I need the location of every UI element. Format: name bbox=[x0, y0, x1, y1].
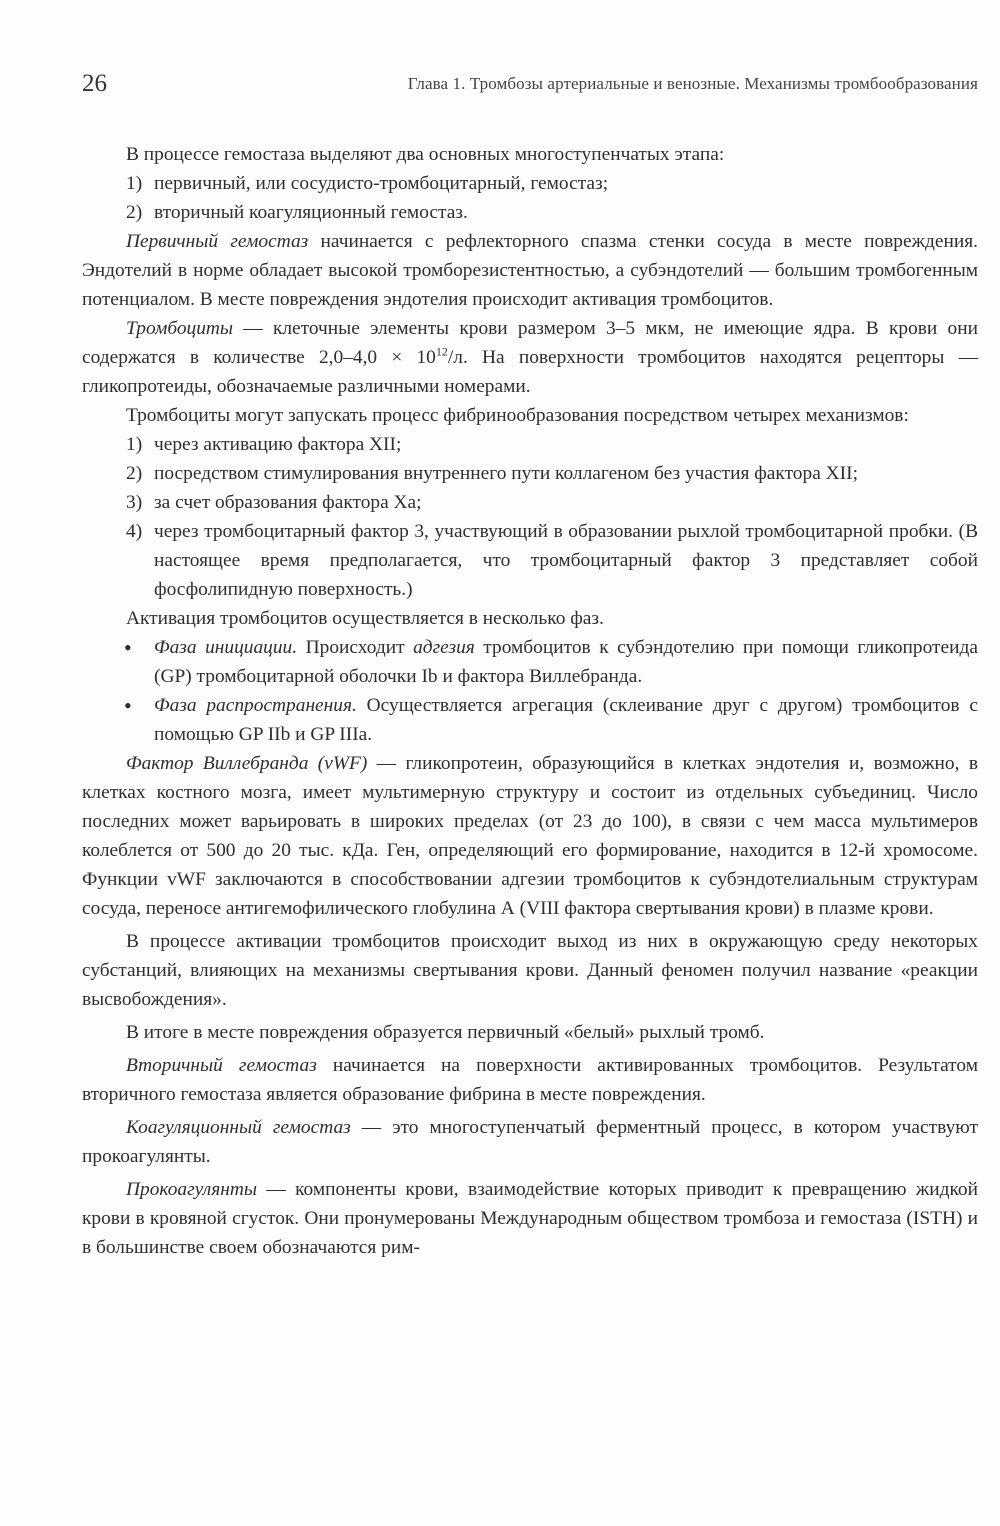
term: Первичный гемостаз bbox=[126, 231, 309, 252]
term: Тромбоциты bbox=[126, 318, 234, 339]
list-item: • Фаза распространения. Осуществляется агрегация (склеивание друг с другом) тромбоцитов с помощью GP IIb и GP IIIa. bbox=[124, 693, 979, 745]
term: Фактор Виллебранда (vWF) bbox=[126, 753, 368, 774]
phases-list bbox=[82, 633, 978, 749]
list-item: 3) за счет образования фактора Ха; bbox=[126, 492, 422, 513]
paragraph-secondary-hemostasis: Вторичный гемостаз начинается на поверхности активированных тромбоцитов. Результатом вторичного гемостаза является образование фибрина в месте повреждения. bbox=[82, 1055, 978, 1105]
paragraph-vwf: Фактор Виллебранда (vWF) — гликопротеин, образующийся в клетках эндотелия и, возможно, в клетках костного мозга, имеет мультимерную структуру и состоит из отдельных субъединиц. Число последних может варьировать в широких пределах (от 23 до 100), в связи с чем масса мультимеров колеблется от 500 до 20 тыс. кДа. Ген, определяющий его формирование, находится в 12-й хромосоме. Функции vWF заключаются в способствовании адгезии тромбоцитов к субэндотелиальным структурам сосуда, переносе антигемофилического глобулина А (VIII фактора свертывания крови) в плазме крови. bbox=[82, 753, 978, 919]
paragraph-platelets: Тромбоциты — клеточные элементы крови размером 3–5 мкм, не имеющие ядра. В крови они содержатся в количестве $2,0-4,0 \times 10^{12}/л$. На поверхности тромбоцитов находятся рецепторы — гликопротеиды, обозначаемые различными номерами. bbox=[82, 318, 979, 397]
list-item: • Фаза инициации. Происходит адгезия тромбоцитов к субэндотелию при помощи гликопротеида (GP) тромбоцитарной оболочки Ib и фактора Виллебранда. bbox=[124, 635, 978, 687]
running-head: Глава 1. Тромбозы артериальные и венозные. Механизмы тромбообразования bbox=[407, 74, 978, 93]
term: Коагуляционный гемостаз bbox=[126, 1117, 351, 1138]
paragraph-mechanisms-intro: Тромбоциты могут запускать процесс фибринообразования посредством четырех механизмов: bbox=[126, 405, 909, 426]
page-header bbox=[82, 64, 982, 104]
paragraph-coagulation: Коагуляционный гемостаз — это многоступенчатый ферментный процесс, в котором участвуют прокоагулянты. bbox=[82, 1117, 978, 1167]
term: Прокоагулянты bbox=[126, 1179, 257, 1200]
bullet-icon: • bbox=[124, 635, 132, 660]
page-number: 26 bbox=[82, 70, 107, 97]
mechanisms-list bbox=[82, 430, 978, 604]
paragraph-primary-hemostasis: Первичный гемостаз начинается с рефлекторного спазма стенки сосуда в месте повреждения. Эндотелий в норме обладает высокой тромборезистентностью, а субэндотелий — большим тромбогенным потенциалом. В месте повреждения эндотелия происходит активация тромбоцитов. bbox=[82, 231, 978, 310]
paragraph-release: В процессе активации тромбоцитов происходит выход из них в окружающую среду некоторых субстанций, влияющих на механизмы свертывания крови. Данный феномен получил название «реакции высвобождения». bbox=[82, 931, 978, 1010]
stages-list bbox=[82, 169, 978, 227]
list-item: 4) через тромбоцитарный фактор 3, участвующий в образовании рыхлой тромбоцитарной пробки. (В настоящее время предполагается, что тромбоцитарный фактор 3 представляет собой фосфолипидную поверхность.) bbox=[126, 521, 978, 600]
list-item: 1) первичный, или сосудисто-тромбоцитарный, гемостаз; bbox=[126, 173, 609, 194]
paragraph-activation-intro: Активация тромбоцитов осуществляется в несколько фаз. bbox=[126, 608, 604, 629]
paragraph-intro: В процессе гемостаза выделяют два основных многоступенчатых этапа: bbox=[126, 144, 725, 165]
list-item: 1) через активацию фактора XII; bbox=[126, 434, 402, 455]
list-item: 2) вторичный коагуляционный гемостаз. bbox=[126, 202, 468, 223]
bullet-icon: • bbox=[124, 693, 132, 718]
list-item: 2) посредством стимулирования внутреннего пути коллагеном без участия фактора XII; bbox=[126, 463, 858, 484]
paragraph-procoagulants: Прокоагулянты — компоненты крови, взаимодействие которых приводит к превращению жидкой крови в кровяной сгусток. Они пронумерованы Международным обществом тромбоза и гемостаза (ISTH) и в большинстве своем обозначаются рим- bbox=[82, 1179, 978, 1258]
page-body bbox=[82, 140, 978, 1262]
paragraph-result: В итоге в месте повреждения образуется первичный «белый» рыхлый тромб. bbox=[126, 1022, 765, 1043]
term: Вторичный гемостаз bbox=[126, 1055, 317, 1076]
